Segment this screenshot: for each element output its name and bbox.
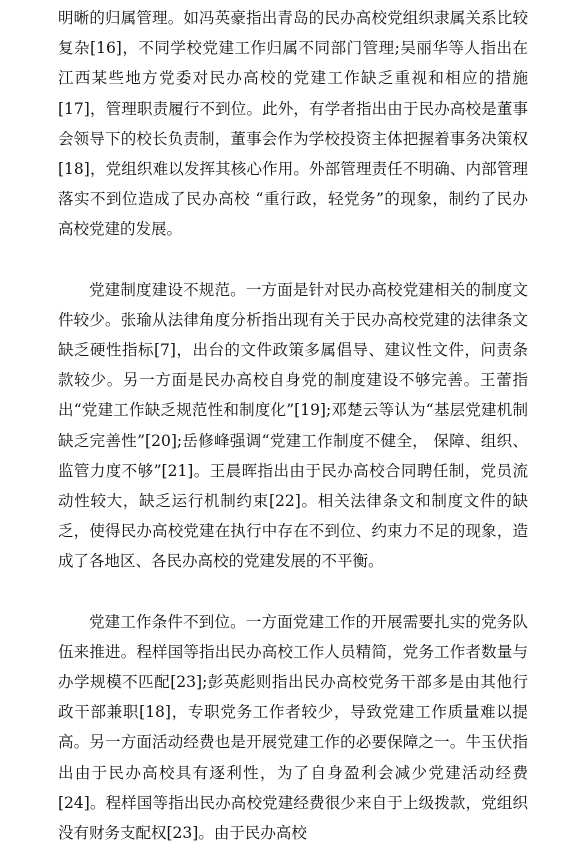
paragraph-gap bbox=[58, 245, 528, 275]
paragraph-gap bbox=[58, 577, 528, 607]
paragraph-conditions: 党建工作条件不到位。一方面党建工作的开展需要扎实的党务队伍来推进。程样国等指出民办高校工作人员精简，党务工作者数量与办学规模不匹配[23];彭英彪则指出民办高校党务干部多是由其他行政干部兼职[18]，专职党务工作者较少，导致党建工作质量难以提高。另一方面活动经费也是开展党建工作的必要保障之一。牛玉伏指出由于民办高校具有逐利性，为了自身盈利会减少党建活动经费[24]。程样国等指出民办高校党建经费很少来自于上级拨款，党组织没有财务支配权[23]。由于民办高校 bbox=[58, 612, 528, 843]
paragraph-institution: 党建制度建设不规范。一方面是针对民办高校党建相关的制度文件较少。张瑜从法律角度分析指出现有关于民办高校党建的法律条文缺乏硬性指标[7]，出台的文件政策多属倡导、建议性文件，问责条款较少。另一方面是民办高校自身党的制度建设不够完善。王蕾指出“党建工作缺乏规范性和制度化”[19];邓楚云等认为“基层党建机制缺乏完善性”[20];岳修峰强调“党建工作制度不健全， 保障、组织、监管力度不够”[21]。王晨晖指出由于民办高校合同聘任制，党员流动性较大，缺乏运行机制约束[22]。相关法律条文和制度文件的缺乏，使得民办高校党建在执行中存在不到位、约束力不足的现象，造成了各地区、各民办高校的党建发展的不平衡。 bbox=[58, 280, 528, 571]
paragraph-management: 明晰的归属管理。如冯英豪指出青岛的民办高校党组织隶属关系比较复杂[16]，不同学校党建工作归属不同部门管理;吴丽华等人指出在江西某些地方党委对民办高校的党建工作缺乏重视和相应的措施[17]，管理职责履行不到位。此外，有学者指出由于民办高校是董事会领导下的校长负责制，董事会作为学校投资主体把握着事务决策权[18]，党组织难以发挥其核心作用。外部管理责任不明确、内部管理落实不到位造成了民办高校 “重行政，轻党务”的现象，制约了民办高校党建的发展。 bbox=[58, 9, 528, 239]
